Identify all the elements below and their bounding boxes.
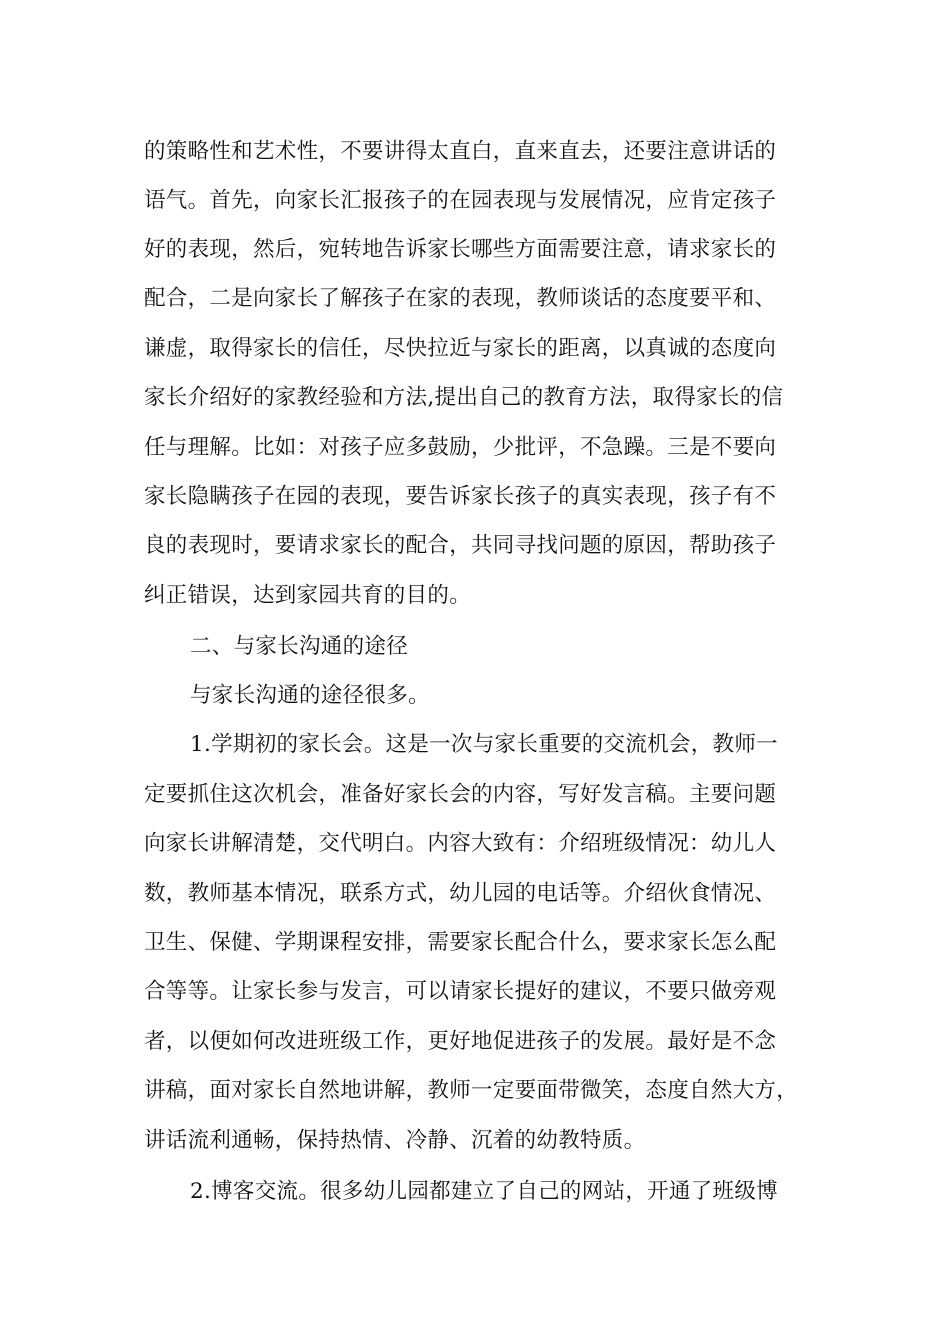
paragraph-line: 语气。首先，向家长汇报孩子的在园表现与发展情况，应肯定孩子 <box>144 188 777 213</box>
paragraph-line: 定要抓住这次机会，准备好家长会的内容，写好发言稿。主要问题 <box>144 782 777 807</box>
paragraph-line: 1.学期初的家长会。这是一次与家长重要的交流机会，教师一 <box>190 732 778 757</box>
paragraph-line: 向家长讲解清楚，交代明白。内容大致有：介绍班级情况：幼儿人 <box>144 831 777 856</box>
paragraph-line: 谦虚，取得家长的信任，尽快拉近与家长的距离，以真诚的态度向 <box>144 336 777 361</box>
paragraph-line: 配合，二是向家长了解孩子在家的表现，教师谈话的态度要平和、 <box>144 286 777 311</box>
paragraph-line: 的策略性和艺术性，不要讲得太直白，直来直去，还要注意讲话的 <box>144 139 777 164</box>
paragraph-line: 者，以便如何改进班级工作，更好地促进孩子的发展。最好是不念 <box>144 1029 777 1054</box>
paragraph-line: 2.博客交流。很多幼儿园都建立了自己的网站，开通了班级博 <box>190 1179 778 1204</box>
paragraph-line: 良的表现时，要请求家长的配合，共同寻找问题的原因，帮助孩子 <box>144 533 777 558</box>
paragraph-line: 讲话流利通畅，保持热情、冷静、沉着的幼教特质。 <box>144 1128 646 1153</box>
paragraph-line: 纠正错误，达到家园共育的目的。 <box>144 583 472 608</box>
paragraph-line: 任与理解。比如：对孩子应多鼓励，少批评，不急躁。三是不要向 <box>144 435 777 460</box>
paragraph-line: 数，教师基本情况，联系方式，幼儿园的电话等。介绍伙食情况、 <box>144 881 777 906</box>
paragraph-line: 讲稿，面对家长自然地讲解，教师一定要面带微笑，态度自然大方， <box>144 1078 799 1103</box>
paragraph-line: 卫生、保健、学期课程安排，需要家长配合什么，要求家长怎么配 <box>144 930 777 955</box>
paragraph-line: 好的表现，然后，宛转地告诉家长哪些方面需要注意，请求家长的 <box>144 237 777 262</box>
section-heading: 二、与家长沟通的途径 <box>190 634 409 659</box>
paragraph-line: 合等等。让家长参与发言，可以请家长提好的建议，不要只做旁观 <box>144 979 777 1004</box>
paragraph-line: 家长隐瞒孩子在园的表现，要告诉家长孩子的真实表现，孩子有不 <box>144 484 777 509</box>
paragraph-line: 与家长沟通的途径很多。 <box>190 683 430 708</box>
paragraph-line: 家长介绍好的家教经验和方法,提出自己的教育方法，取得家长的信 <box>144 385 784 410</box>
